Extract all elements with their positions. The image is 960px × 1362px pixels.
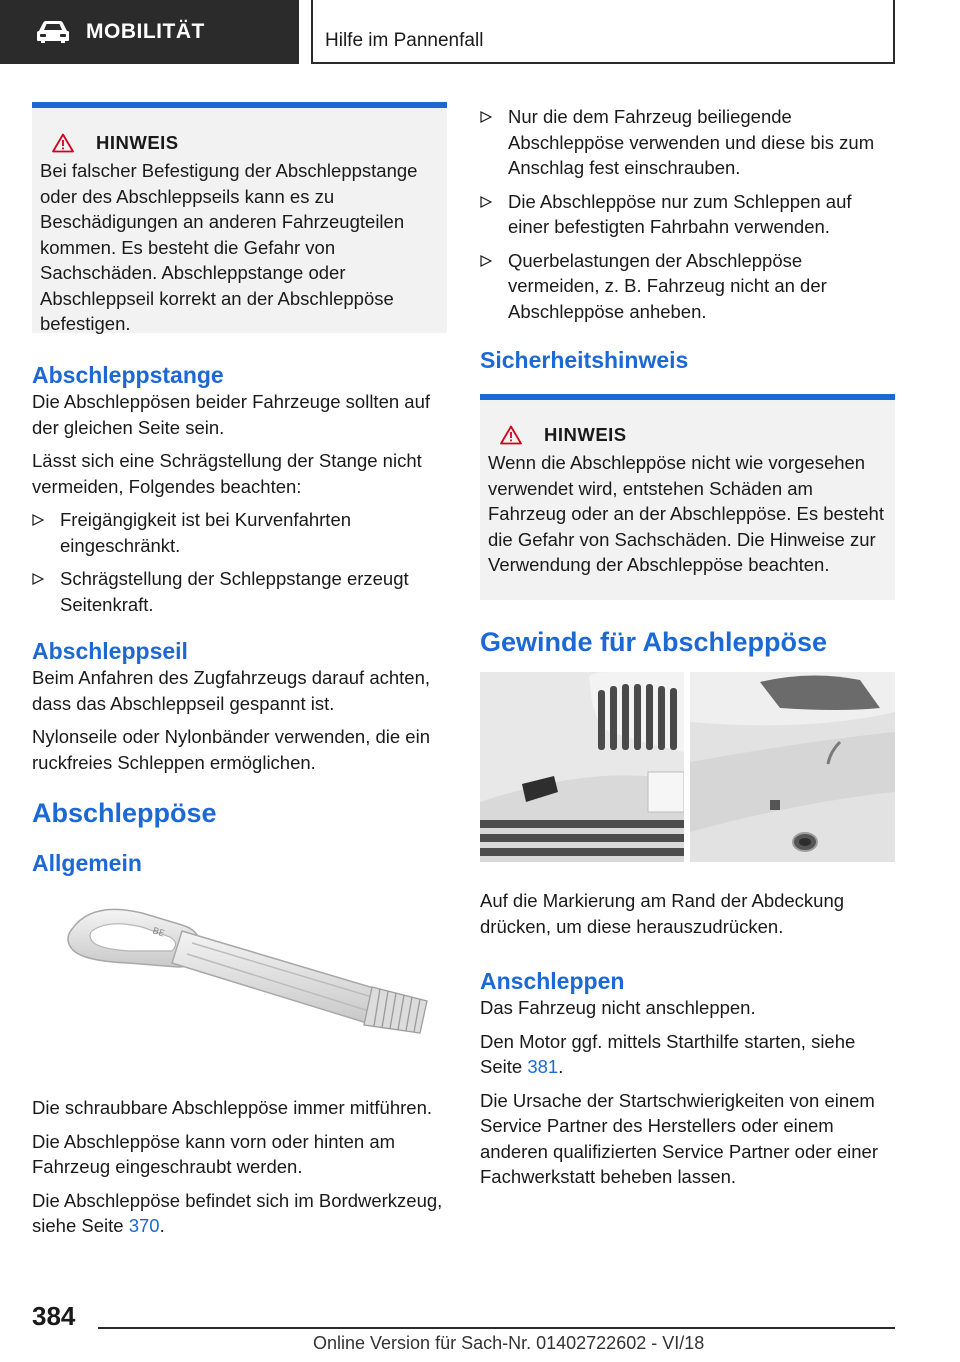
notice-box — [480, 394, 895, 600]
paragraph — [32, 1188, 447, 1239]
bullet-triangle-icon — [32, 507, 60, 558]
paragraph: Beim Anfahren des Zugfahrzeugs darauf achten, dass das Abschleppseil gespannt ist. — [32, 667, 431, 714]
front-bumper-image — [480, 672, 684, 862]
paragraph: Auf die Markierung am Rand der Abdeckung drücken, um diese herauszudrücken. — [480, 890, 845, 937]
list-item-text: Schrägstellung der Schleppstange erzeugt Seitenkraft. — [60, 568, 409, 615]
warning-icon — [500, 425, 522, 445]
header-divider — [311, 62, 895, 64]
paragraph-text: Die Abschleppöse befindet sich im Bordwerkzeug, siehe Seite — [32, 1189, 443, 1236]
bullet-triangle-icon — [32, 566, 60, 617]
paragraph: Die schraubbare Abschleppöse immer mitführen. — [32, 1097, 432, 1118]
paragraph: Das Fahrzeug nicht anschleppen. — [480, 997, 756, 1018]
right-column — [480, 104, 895, 1198]
paragraph: Die Ursache der Startschwierigkeiten von einem Service Partner des Herstellers oder einem anderen qualifizierten Service Partner oder einer Fachwerkstatt beheben lassen. — [480, 1089, 878, 1187]
page-link-370[interactable]: 370 — [128, 1215, 160, 1236]
paragraph: Lässt sich eine Schrägstellung der Stange nicht vermeiden, Folgendes beachten: — [32, 450, 422, 497]
paragraph: Nylonseile oder Nylonbänder verwenden, die ein ruckfreies Schleppen ermöglichen. — [32, 726, 430, 773]
section-tab — [0, 0, 299, 64]
paragraph-text: . — [159, 1215, 165, 1236]
heading-sicherheitshinweis: Sicherheitshinweis — [480, 347, 689, 373]
heading-gewinde: Gewinde für Abschleppöse — [480, 627, 828, 657]
paragraph-text: Den Motor ggf. mittels Starthilfe starten, siehe Seite — [480, 1030, 856, 1077]
list-item-text: Querbelastungen der Abschleppöse vermeiden, z. B. Fahrzeug nicht an der Abschleppöse anheben. — [508, 249, 827, 322]
left-column — [32, 102, 447, 1247]
page-link-381[interactable]: 381 — [527, 1056, 559, 1077]
notice-box — [32, 102, 447, 333]
list-item-text: Die Abschleppöse nur zum Schleppen auf einer befestigten Fahrbahn verwenden. — [508, 190, 852, 237]
list-item — [32, 566, 447, 617]
list-item — [480, 104, 895, 181]
header-divider — [893, 0, 895, 64]
list-item — [480, 248, 895, 325]
list-item-text: Nur die dem Fahrzeug beiliegende Abschleppöse verwenden und diese bis zum Anschlag fest einschrauben. — [508, 106, 875, 178]
page-header — [0, 0, 960, 66]
footer-version-text: Online Version für Sach-Nr. 01402722602 - VI/18 — [313, 1333, 705, 1353]
heading-abschleppseil: Abschleppseil — [32, 638, 188, 664]
notice-header — [488, 424, 887, 446]
paragraph: Die Abschleppöse kann vorn oder hinten am Fahrzeug eingeschraubt werden. — [32, 1130, 396, 1177]
header-divider — [311, 0, 313, 64]
car-icon — [36, 20, 70, 44]
notice-title: HINWEIS — [96, 132, 179, 153]
list-item — [480, 189, 895, 240]
paragraph — [480, 1029, 895, 1080]
section-tab-label: MOBILITÄT — [86, 20, 205, 43]
notice-text: Wenn die Abschleppöse nicht wie vorgesehen verwendet wird, entstehen Schäden am Fahrzeug oder an der Abschleppöse. Es besteht die Gefahr von Sachschäden. Die Hinweise zur Verwendung der Abschleppöse beachten. — [488, 452, 884, 575]
list-item-text: Freigängigkeit ist bei Kurvenfahrten eingeschränkt. — [60, 509, 352, 556]
page-number: 384 — [32, 1301, 76, 1331]
chapter-title: Hilfe im Pannenfall — [325, 30, 484, 51]
heading-allgemein: Allgemein — [32, 850, 142, 876]
heading-abschleppstange: Abschleppstange — [32, 362, 224, 388]
bullet-triangle-icon — [480, 104, 508, 181]
notice-text: Bei falscher Befestigung der Abschleppstange oder des Abschleppseils kann es zu Beschädigungen an anderen Fahrzeugteilen kommen. Es besteht die Gefahr von Sachschäden. Abschleppstange oder Abschleppseil korrekt an der Abschleppöse befestigen. — [40, 160, 418, 334]
heading-anschleppen: Anschleppen — [480, 968, 625, 994]
bullet-triangle-icon — [480, 248, 508, 325]
warning-icon — [52, 133, 74, 153]
heading-abschleppoese: Abschleppöse — [32, 798, 217, 828]
notice-header — [40, 132, 439, 154]
tow-eye-image — [32, 891, 447, 1091]
bullet-triangle-icon — [480, 189, 508, 240]
list-item — [32, 507, 447, 558]
footer-divider — [98, 1327, 895, 1329]
paragraph-text: . — [558, 1056, 564, 1077]
bumper-images — [480, 672, 895, 862]
notice-title: HINWEIS — [544, 424, 627, 445]
paragraph: Die Abschleppösen beider Fahrzeuge sollten auf der gleichen Seite sein. — [32, 391, 431, 438]
svg-text:BE: BE — [151, 926, 166, 940]
rear-bumper-image — [690, 672, 895, 862]
